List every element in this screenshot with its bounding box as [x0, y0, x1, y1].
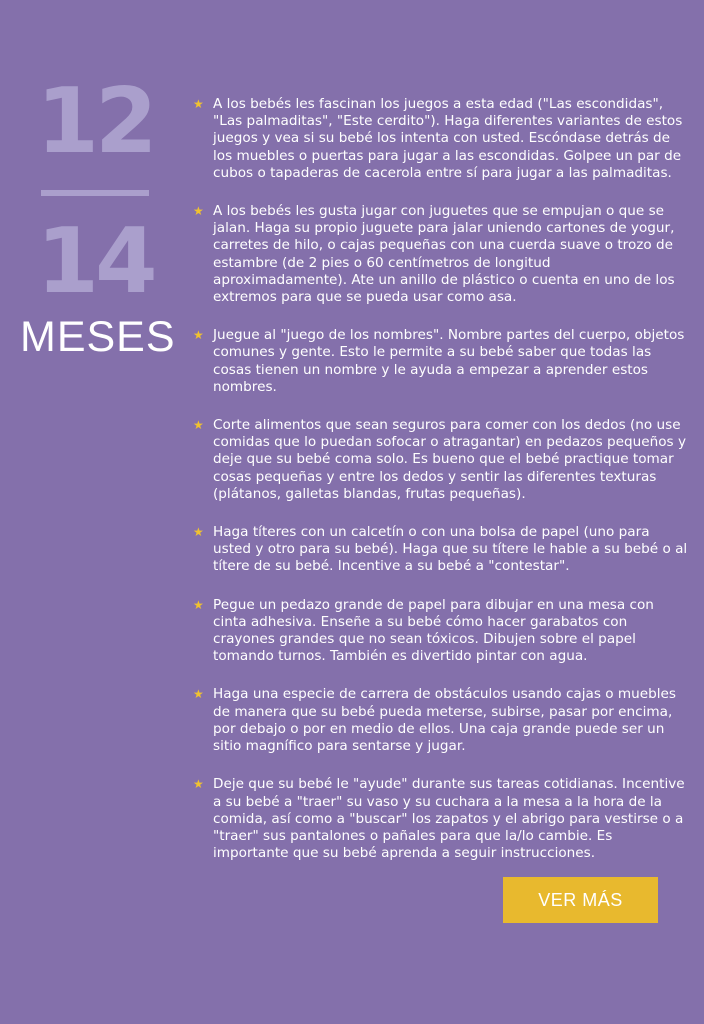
ver-mas-button[interactable]: VER MÁS: [503, 877, 658, 923]
tip-text: Deje que su bebé le "ayude" durante sus tareas cotidianas. Incentive a su bebé a "traer" su vaso y su cuchara a la mesa a la hora de la comida, así como a "buscar" los zapatos y el abrigo para vestirse o a "traer" sus pantalones o pañales para que la/lo cambie. Es importante que su bebé aprenda a seguir instrucciones.: [213, 776, 685, 862]
tip-text: Corte alimentos que sean seguros para comer con los dedos (no use comidas que lo puedan sofocar o atragantar) en pedazos pequeños y deje que su bebé coma solo. Es bueno que el bebé practique tomar cosas pequeñas y entre los dedos y sentir las diferentes texturas (plátanos, galletas blandas, frutas pequeñas).: [213, 417, 686, 502]
list-item: [193, 597, 688, 666]
star-bullet-icon: ★: [193, 418, 204, 433]
star-bullet-icon: ★: [193, 777, 204, 792]
star-bullet-icon: ★: [193, 525, 204, 540]
star-bullet-icon: ★: [193, 97, 204, 111]
star-bullet-icon: ★: [193, 597, 204, 612]
age-divider: [41, 190, 149, 196]
age-to: 14: [36, 209, 154, 314]
list-item: [193, 417, 688, 503]
list-item: [193, 524, 688, 576]
tip-text: Haga títeres con un calcetín o con una bolsa de papel (uno para usted y otro para su bebé). Haga que su títere le hable a su bebé o al títere de su bebé. Incentive a su bebé a "contestar".: [213, 524, 688, 575]
list-item: [193, 327, 688, 396]
tips-list: [193, 96, 688, 883]
list-item: [193, 776, 688, 862]
tip-text: Haga una especie de carrera de obstáculos usando cajas o muebles de manera que su bebé pueda meterse, subirse, pasar por encima, por debajo o por en medio de ellos. Una caja grande puede ser un sitio magnífico para sentarse y jugar.: [213, 686, 676, 755]
tip-text: Pegue un pedazo grande de papel para dibujar en una mesa con cinta adhesiva. Enseñe a su bebé cómo hacer garabatos con crayones grandes que no sean tóxicos. Dibujen sobre el papel tomando turnos. También es divertido pintar con agua.: [213, 596, 654, 665]
list-item: [193, 96, 688, 182]
age-from: 12: [36, 69, 154, 174]
tip-text: Juegue al "juego de los nombres". Nombre partes del cuerpo, objetos comunes y gente. Esto le permite a su bebé saber que todas las cosas tienen un nombre y le ayuda a empezar a aprender estos nombres.: [213, 327, 685, 395]
list-item: [193, 203, 688, 306]
list-item: [193, 686, 688, 755]
age-unit: MESES: [20, 313, 176, 361]
tip-text: A los bebés les gusta jugar con juguetes que se empujan o que se jalan. Haga su propio juguete para jalar uniendo cartones de yogur, carretes de hilo, o cajas pequeñas con una cuerda suave o trozo de estambre (de 2 pies o 60 centímetros de longitud aproximadamente). Ate un anillo de plástico o cuenta en uno de los extremos para que se pueda usar como asa.: [213, 203, 675, 306]
star-bullet-icon: ★: [193, 328, 204, 343]
age-range-heading: [20, 69, 176, 362]
star-bullet-icon: ★: [193, 687, 204, 702]
tip-text: A los bebés les fascinan los juegos a esta edad ("Las escondidas", "Las palmaditas", "Este cerdito"). Haga diferentes variantes de estos juegos y vea si su bebé los intenta con usted. Escóndase detrás de los muebles o puertas para jugar a las escondidas. Golpee un par de cubos o tapaderas de cacerola entre sí para jugar a las palmaditas.: [213, 96, 683, 181]
star-bullet-icon: ★: [193, 204, 204, 219]
